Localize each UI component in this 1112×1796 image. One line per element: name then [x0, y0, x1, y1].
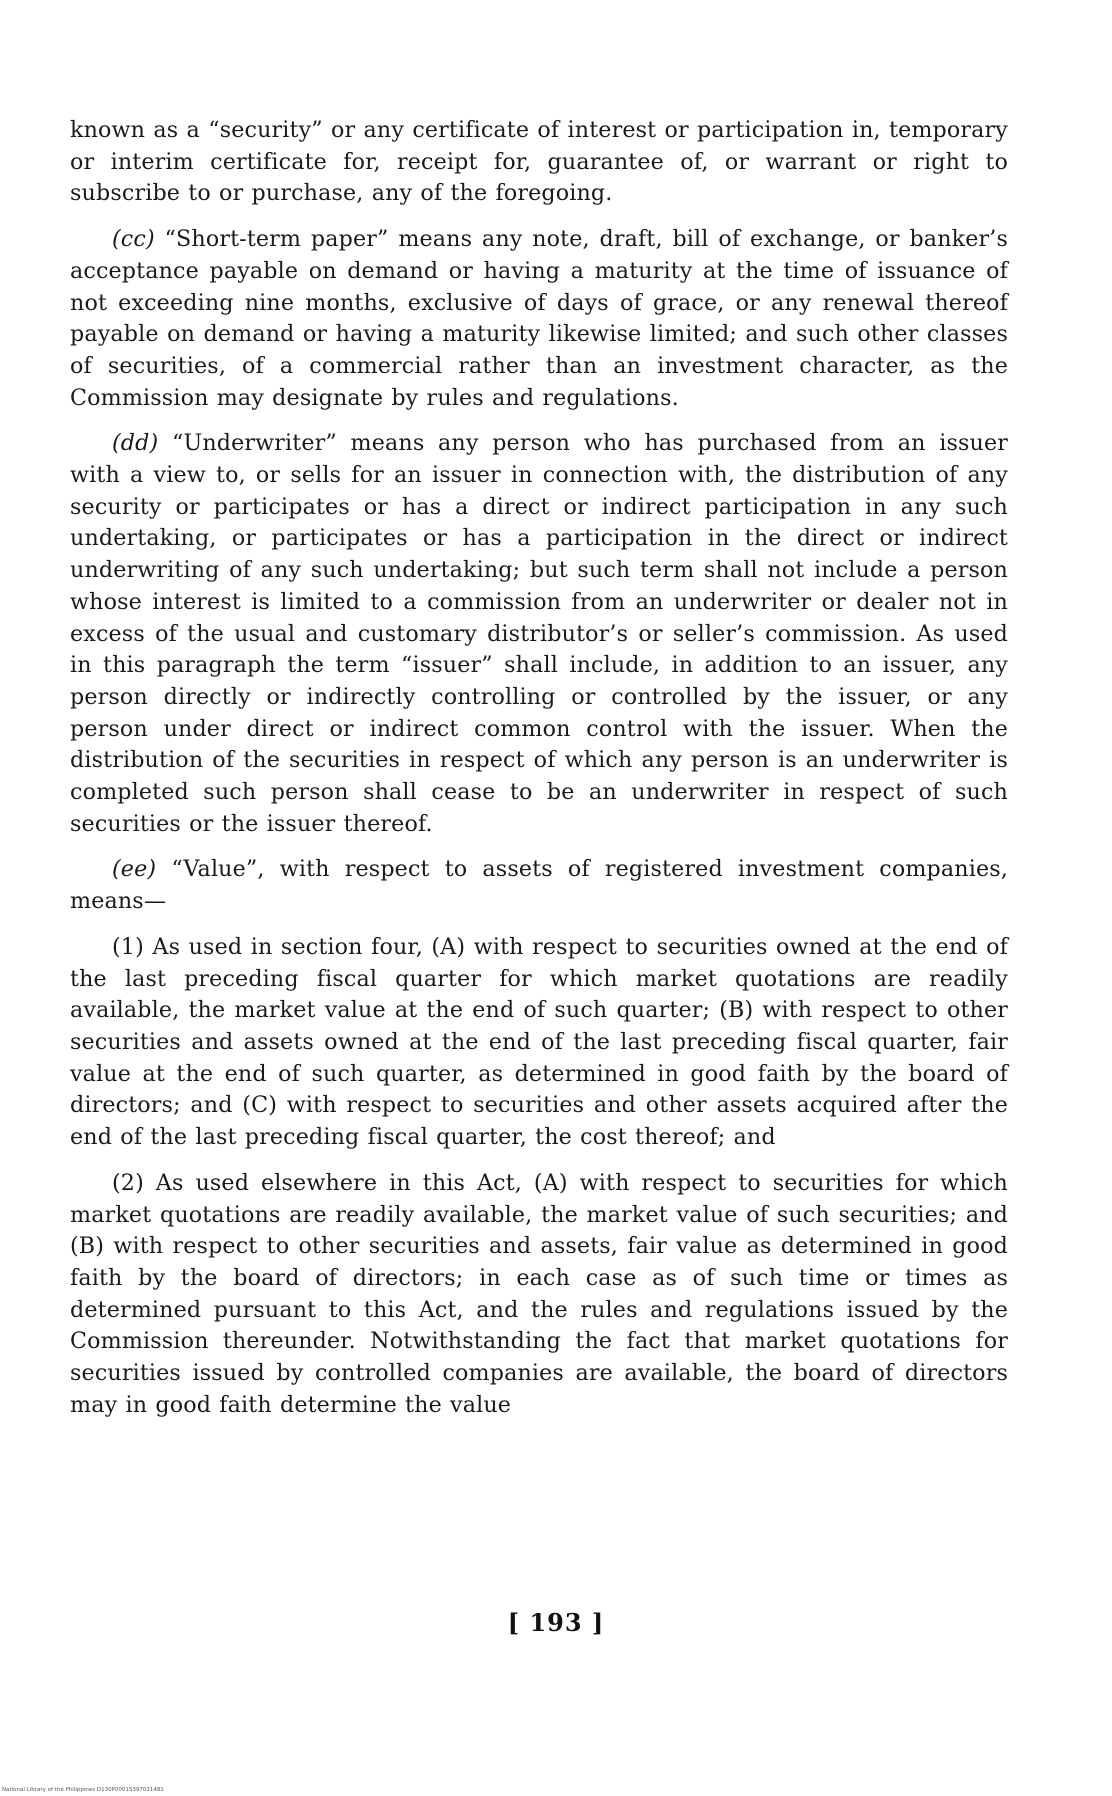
archive-stamp: National Library of the Philippines D130P0001S397021481	[2, 1787, 164, 1793]
paragraph-text: “Underwriter” means any person who has purchased from an issuer with a view to, or sells for an issuer in connection with, the distribution of any security or participates or has a direct or indirect participation in any such undertaking, or participates or has a participation in the direct or indirect underwriting of any such undertaking; but such term shall not include a person whose interest is limited to a commission from an underwriter or dealer not in excess of the usual and customary distributor’s or seller’s commission. As used in this paragraph the term “issuer” shall include, in addition to an issuer, any person directly or indirectly controlling or controlled by the issuer, or any person under direct or indirect common control with the issuer. When the distribution of the securities in respect of which any person is an underwriter is completed such person shall cease to be an underwriter in respect of such securities or the issuer thereof.	[70, 430, 1008, 837]
paragraph-continuation	[70, 115, 1008, 210]
paragraph-dd	[70, 428, 1008, 840]
paragraph-label: (dd)	[112, 430, 159, 457]
paragraph-ee	[70, 854, 1008, 917]
page-number: [ 193 ]	[507, 1608, 605, 1637]
paragraph-ee-2	[70, 1168, 1008, 1422]
paragraph-ee-1	[70, 932, 1008, 1154]
paragraph-text: known as a “security” or any certificate of interest or participation in, temporary or interim certificate for, receipt for, guarantee of, or warrant or right to subscribe to or purchase, any of the foregoing.	[70, 117, 1008, 207]
paragraph-cc	[70, 224, 1008, 414]
paragraph-text: (2) As used elsewhere in this Act, (A) with respect to securities for which market quotations are readily available, the market value of such securities; and (B) with respect to other securities and assets, fair value as determined in good faith by the board of directors; in each case as of such time or times as determined pursuant to this Act, and the rules and regulations issued by the Commission thereunder. Notwithstanding the fact that market quotations for securities issued by controlled companies are available, the board of directors may in good faith determine the value	[70, 1169, 1008, 1418]
paragraph-text: “Value”, with respect to assets of registered investment companies, means—	[70, 856, 1008, 915]
paragraph-text: (1) As used in section four, (A) with respect to securities owned at the end of the last preceding fiscal quarter for which market quotations are readily available, the market value at the end of such quarter; (B) with respect to other securities and assets owned at the end of the last preceding fiscal quarter, fair value at the end of such quarter, as determined in good faith by the board of directors; and (C) with respect to securities and other assets acquired after the end of the last preceding fiscal quarter, the cost thereof; and	[70, 933, 1008, 1151]
paragraph-label: (ee)	[112, 856, 157, 883]
paragraph-label: (cc)	[112, 226, 155, 253]
page-body	[70, 115, 1008, 1675]
paragraph-text: “Short-term paper” means any note, draft, bill of exchange, or banker’s acceptance payable on demand or having a maturity at the time of issuance of not exceeding nine months, exclusive of days of grace, or any renewal thereof payable on demand or having a maturity likewise limited; and such other classes of securities, of a commercial rather than an investment character, as the Commission may designate by rules and regulations.	[70, 226, 1008, 411]
